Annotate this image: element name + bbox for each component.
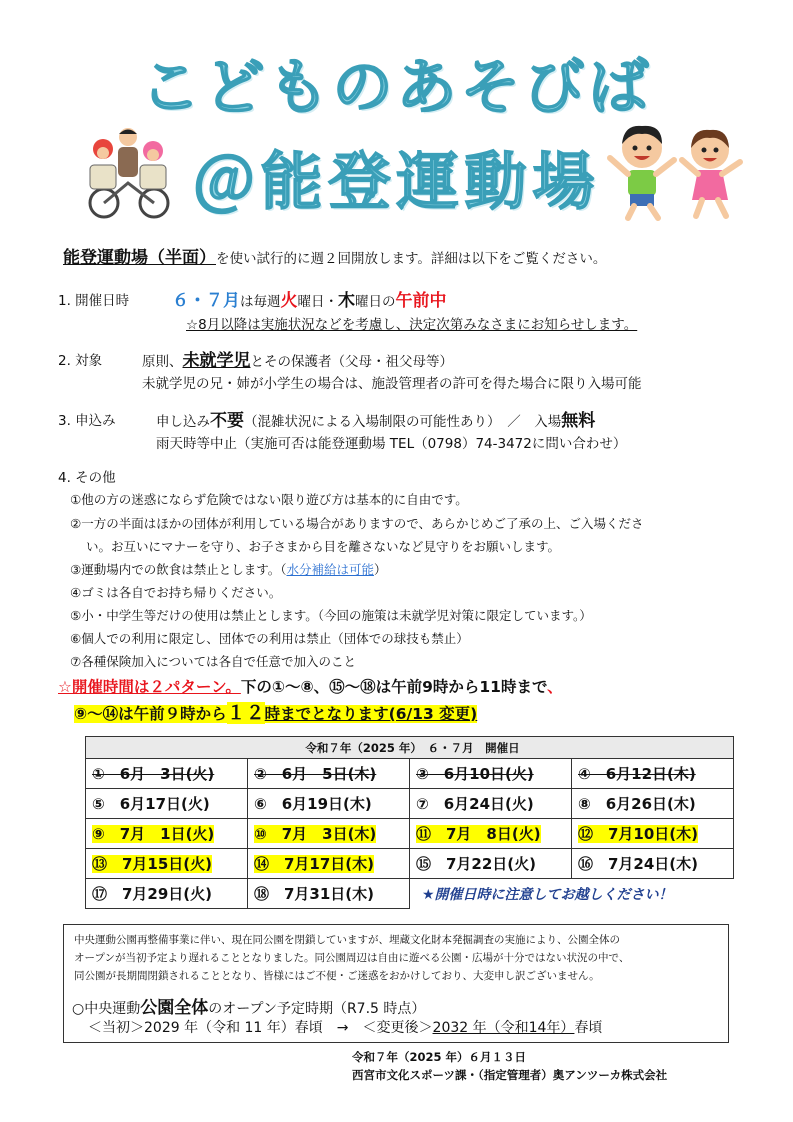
- schedule-header: 令和７年（2025 年） ６・７月 開催日: [86, 737, 734, 759]
- rule-6: ⑥個人での利用に限定し、団体での利用は禁止（団体での球技も禁止）: [70, 631, 469, 646]
- schedule-cell: ⑯ 7月24日(木): [572, 849, 734, 879]
- schedule-cell: ⑤ 6月17日(火): [86, 789, 248, 819]
- schedule-cell: ⑮ 7月22日(火): [410, 849, 572, 879]
- notice-line2: オープンが当初予定より遅れることとなりました。同公園周辺は自由に遊べる公園・広場が十分ではない状況の中で、: [74, 952, 630, 964]
- section-3-not-required: 不要: [210, 411, 244, 431]
- pattern-title: ☆開催時間は２パターン。: [58, 678, 241, 696]
- rule-7: ⑦各種保険加入については各自で任意で加入のこと: [70, 654, 356, 669]
- intro-rest: を使い試行的に週２回開放します。詳細は以下をご覧ください。: [216, 251, 607, 267]
- footer-date: 令和７年（2025 年）６月１３日: [352, 1050, 527, 1064]
- pattern-line2: [74, 698, 477, 725]
- section-4-label: 4. その他: [58, 470, 116, 486]
- kids-jumping-illustration: [600, 118, 750, 223]
- notice-change-b: 2032 年（令和14年）: [432, 1020, 575, 1036]
- section-1-line1: [172, 286, 447, 311]
- section-3-line1: [156, 406, 595, 431]
- notice-change-c: 春頃: [574, 1020, 603, 1036]
- rule-3-water-note: 水分補給は可能: [286, 562, 374, 577]
- schedule-date: ⑪ 7月 8日(火): [416, 825, 541, 843]
- rule-3-text: ③運動場内での飲食は禁止とします。（: [70, 562, 287, 577]
- schedule-cell: ② 6月 5日(木): [248, 759, 410, 789]
- section-3-free: 無料: [561, 411, 596, 431]
- schedule-cell: ④ 6月12日(木): [572, 759, 734, 789]
- section-1-t1: は毎週: [240, 294, 281, 310]
- notice-line3: 同公園が長期間閉鎖されることとなり、皆様にはご不便・ご迷惑をおかけしており、大変申し訳ございません。: [74, 970, 600, 982]
- schedule-cell: ③ 6月10日(火): [410, 759, 572, 789]
- section-2-line2: 未就学児の兄・姉が小学生の場合は、施設管理者の許可を得た場合に限り入場可能: [142, 376, 642, 392]
- intro-text: [63, 243, 606, 268]
- schedule-cell: ⑧ 6月26日(木): [572, 789, 734, 819]
- schedule-table: [85, 736, 734, 909]
- section-1-label: 1. 開催日時: [58, 293, 130, 309]
- notice-box: [63, 924, 729, 1043]
- section-3-label: 3. 申込み: [58, 413, 116, 429]
- section-2-label: 2. 対象: [58, 353, 103, 369]
- notice-open-c: のオープン予定時期（R7.5 時点）: [208, 1001, 426, 1017]
- schedule-cell: ⑦ 6月24日(火): [410, 789, 572, 819]
- section-1-tue: 火: [280, 291, 298, 311]
- notice-change: [88, 1017, 602, 1037]
- footer-org: 西宮市文化スポーツ課・（指定管理者）奥アンツーカ株式会社: [352, 1068, 668, 1082]
- section-2-t1: 原則、: [142, 354, 183, 370]
- schedule-cell: ⑰ 7月29日(火): [86, 879, 248, 909]
- rule-1: ①他の方の迷惑にならず危険ではない限り遊び方は基本的に自由です。: [70, 492, 468, 507]
- pattern-line1: [58, 675, 563, 697]
- section-3-t2: （混雑状況による入場制限の可能性あり） ／ 入場: [244, 414, 562, 430]
- pattern-text-c: 時までとなります(6/13 変更): [264, 705, 478, 723]
- rule-2a: ②一方の半面はほかの団体が利用している場合がありますので、あらかじめご了承の上、ご入場くださ: [70, 516, 644, 531]
- schedule-cell-highlight: [410, 819, 572, 849]
- section-1-am: 午前中: [395, 291, 447, 311]
- section-2-t2: とその保護者（父母・祖父母等）: [250, 354, 453, 370]
- rule-4: ④ゴミは各自でお持ち帰りください。: [70, 585, 282, 600]
- notice-open-b: 公園全体: [140, 998, 209, 1018]
- schedule-cell: ① 6月 3日(火): [86, 759, 248, 789]
- section-2-line1: [142, 346, 453, 371]
- schedule-cell-highlight: [86, 849, 248, 879]
- schedule-cell-highlight: [86, 819, 248, 849]
- schedule-caution: ★開催日時に注意してお越しください！: [422, 886, 673, 903]
- rule-5: ⑤小・中学生等だけの使用は禁止とします。（今回の施策は未就学児対策に限定しています。）: [70, 608, 592, 623]
- section-1-months: ６・７月: [172, 291, 240, 311]
- title-line1: こどものあそびば: [140, 53, 653, 123]
- section-1-t2: 曜日・: [297, 294, 338, 310]
- schedule-date: ⑫ 7月10日(木): [578, 825, 699, 843]
- schedule-date: ⑩ 7月 3日(木): [254, 825, 377, 843]
- rule-3: [70, 560, 387, 578]
- schedule-cell-highlight: [572, 819, 734, 849]
- notice-open-schedule: [72, 993, 425, 1018]
- title-line2: ＠能登運動場: [192, 145, 601, 218]
- schedule-date: ⑭ 7月17日(木): [254, 855, 375, 873]
- bicycle-family-illustration: [82, 125, 177, 220]
- pattern-text-b: ⑨～⑭は午前９時から: [74, 705, 227, 723]
- schedule-cell: ⑱ 7月31日(木): [248, 879, 410, 909]
- intro-facility: 能登運動場（半面）: [63, 248, 216, 268]
- section-2-target: 未就学児: [182, 351, 251, 371]
- notice-line1: 中央運動公園再整備事業に伴い、現在同公園を閉鎖していますが、埋蔵文化財本発掘調査の実施により、公園全体の: [74, 934, 620, 946]
- section-1-thu: 木: [338, 291, 355, 311]
- pattern-hour: １２: [226, 702, 265, 724]
- rule-3-close: ）: [373, 562, 387, 577]
- notice-open-a: ○中央運動: [72, 1001, 141, 1017]
- schedule-cell: ⑥ 6月19日(木): [248, 789, 410, 819]
- rule-2b: い。お互いにマナーを守り、お子さまから目を離さないなど見守りをお願いします。: [86, 539, 561, 554]
- notice-change-a: ＜当初＞2029 年（令和 11 年）春頃 → ＜変更後＞: [88, 1020, 433, 1036]
- section-1-note: ☆8月以降は実施状況などを考慮し、決定次第みなさまにお知らせします。: [186, 317, 638, 333]
- pattern-comma: 、: [547, 678, 563, 696]
- section-1-t3: 曜日の: [355, 294, 396, 310]
- schedule-date: ⑨ 7月 1日(火): [92, 825, 215, 843]
- pattern-text-a: 下の①～⑧、⑮～⑱は午前9時から11時まで: [240, 678, 548, 696]
- section-3-line2: 雨天時等中止（実施可否は能登運動場 TEL（0798）74-3472に問い合わせ）: [156, 436, 627, 452]
- schedule-cell-highlight: [248, 819, 410, 849]
- schedule-date: ⑬ 7月15日(火): [92, 855, 213, 873]
- schedule-cell-highlight: [248, 849, 410, 879]
- section-3-t1: 申し込み: [156, 414, 210, 430]
